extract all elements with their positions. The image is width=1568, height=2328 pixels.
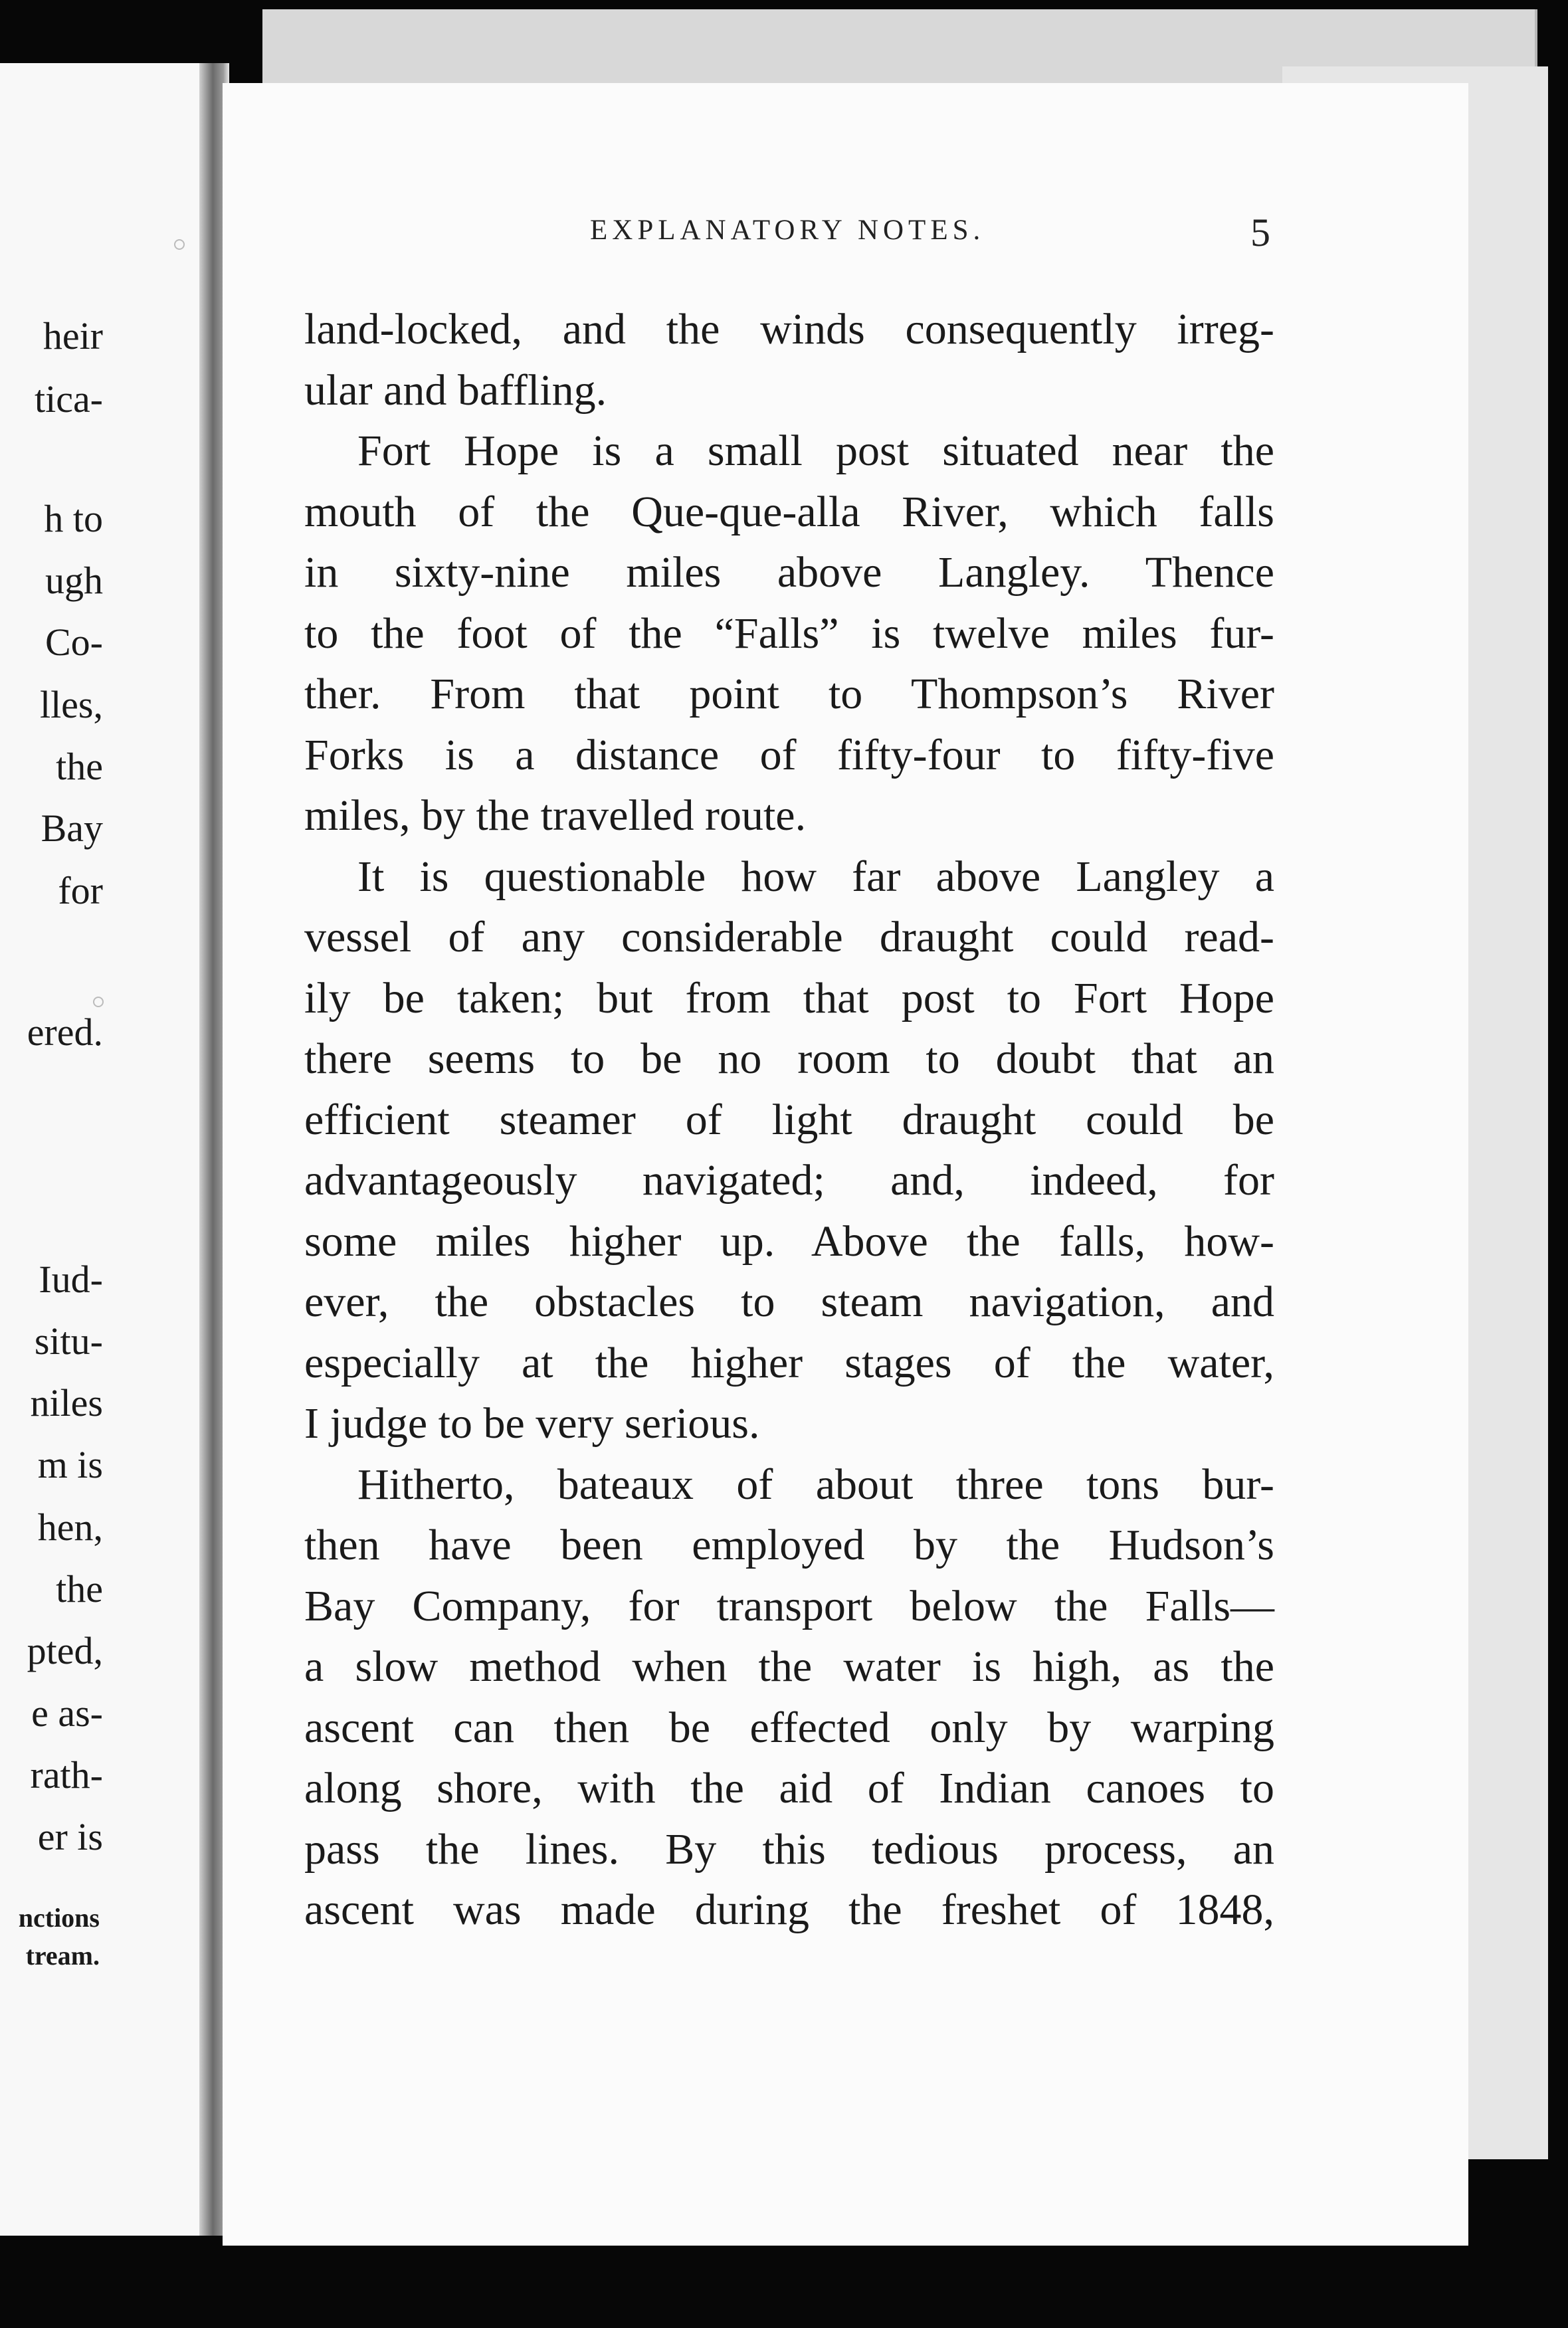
left-line-fragment: rath-: [30, 1753, 103, 1796]
left-footnote-fragment: nctions: [18, 1903, 100, 1933]
paper-speck: [174, 239, 185, 250]
running-head: EXPLANATORY NOTES.: [590, 215, 985, 246]
text-line: to the foot of the “Falls” is twelve miles fur-: [304, 609, 1274, 658]
text-line: then have been employed by the Hudson’s: [304, 1521, 1274, 1569]
left-line-fragment: pted,: [27, 1629, 103, 1672]
text-line: there seems to be no room to doubt that an: [304, 1034, 1274, 1083]
text-line: ascent was made during the freshet of 1848,: [304, 1886, 1274, 1934]
text-line: along shore, with the aid of Indian canoes to: [304, 1764, 1274, 1812]
left-line-fragment: lles,: [39, 683, 103, 726]
left-line-fragment: hen,: [37, 1505, 103, 1549]
left-line-fragment: niles: [30, 1381, 103, 1424]
left-line-fragment: m is: [37, 1443, 103, 1486]
left-line-fragment: h to: [44, 497, 103, 540]
left-line-fragment: situ-: [34, 1319, 103, 1363]
left-line-fragment: the: [56, 1567, 103, 1610]
text-line: in sixty-nine miles above Langley. Thence: [304, 548, 1274, 597]
text-line: ther. From that point to Thompson’s River: [304, 670, 1274, 718]
left-line-fragment: e as-: [31, 1692, 103, 1735]
text-line: miles, by the travelled route.: [304, 791, 807, 840]
text-line: some miles higher up. Above the falls, how-: [304, 1216, 1274, 1266]
left-footnote-fragment: tream.: [25, 1941, 100, 1971]
body-text: [304, 299, 1274, 1941]
text-line: vessel of any considerable draught could read-: [304, 913, 1274, 961]
left-line-fragment: the: [56, 745, 103, 788]
text-line: efficient steamer of light draught could be: [304, 1095, 1274, 1144]
text-line: Hitherto, bateaux of about three tons bur-: [357, 1460, 1274, 1509]
left-line-fragment: ered.: [27, 1011, 103, 1054]
text-line: It is questionable how far above Langley a: [357, 852, 1274, 901]
left-line-fragment: er is: [37, 1815, 103, 1858]
page-number: 5: [1250, 211, 1270, 254]
left-line-fragment: ugh: [45, 559, 103, 602]
text-line: land-locked, and the winds consequently irreg-: [304, 305, 1274, 353]
text-line: pass the lines. By this tedious process, an: [304, 1824, 1274, 1874]
text-line: Bay Company, for transport below the Falls—: [304, 1581, 1274, 1630]
text-line: ascent can then be effected only by warping: [304, 1703, 1274, 1752]
text-line: a slow method when the water is high, as the: [304, 1642, 1274, 1691]
text-line: advantageously navigated; and, indeed, for: [304, 1156, 1274, 1205]
text-line: ular and baffling.: [304, 365, 607, 415]
left-line-fragment: Co-: [45, 621, 103, 664]
paper-speck: [93, 997, 104, 1007]
left-line-fragment: heir: [43, 314, 103, 357]
text-line: I judge to be very serious.: [304, 1399, 760, 1448]
left-line-fragment: for: [58, 869, 103, 912]
text-line: mouth of the Que-que-alla River, which falls: [304, 487, 1274, 536]
text-line: Forks is a distance of fifty-four to fifty-five: [304, 730, 1274, 779]
text-line: Fort Hope is a small post situated near the: [357, 427, 1274, 475]
left-line-fragment: tica-: [34, 377, 103, 421]
left-line-fragment: Iud-: [39, 1258, 103, 1301]
text-line: especially at the higher stages of the water,: [304, 1338, 1274, 1387]
left-page: [0, 63, 203, 2236]
left-line-fragment: Bay: [41, 807, 103, 850]
text-line: ily be taken; but from that post to Fort Hope: [304, 973, 1274, 1022]
text-line: ever, the obstacles to steam navigation, and: [304, 1278, 1274, 1326]
